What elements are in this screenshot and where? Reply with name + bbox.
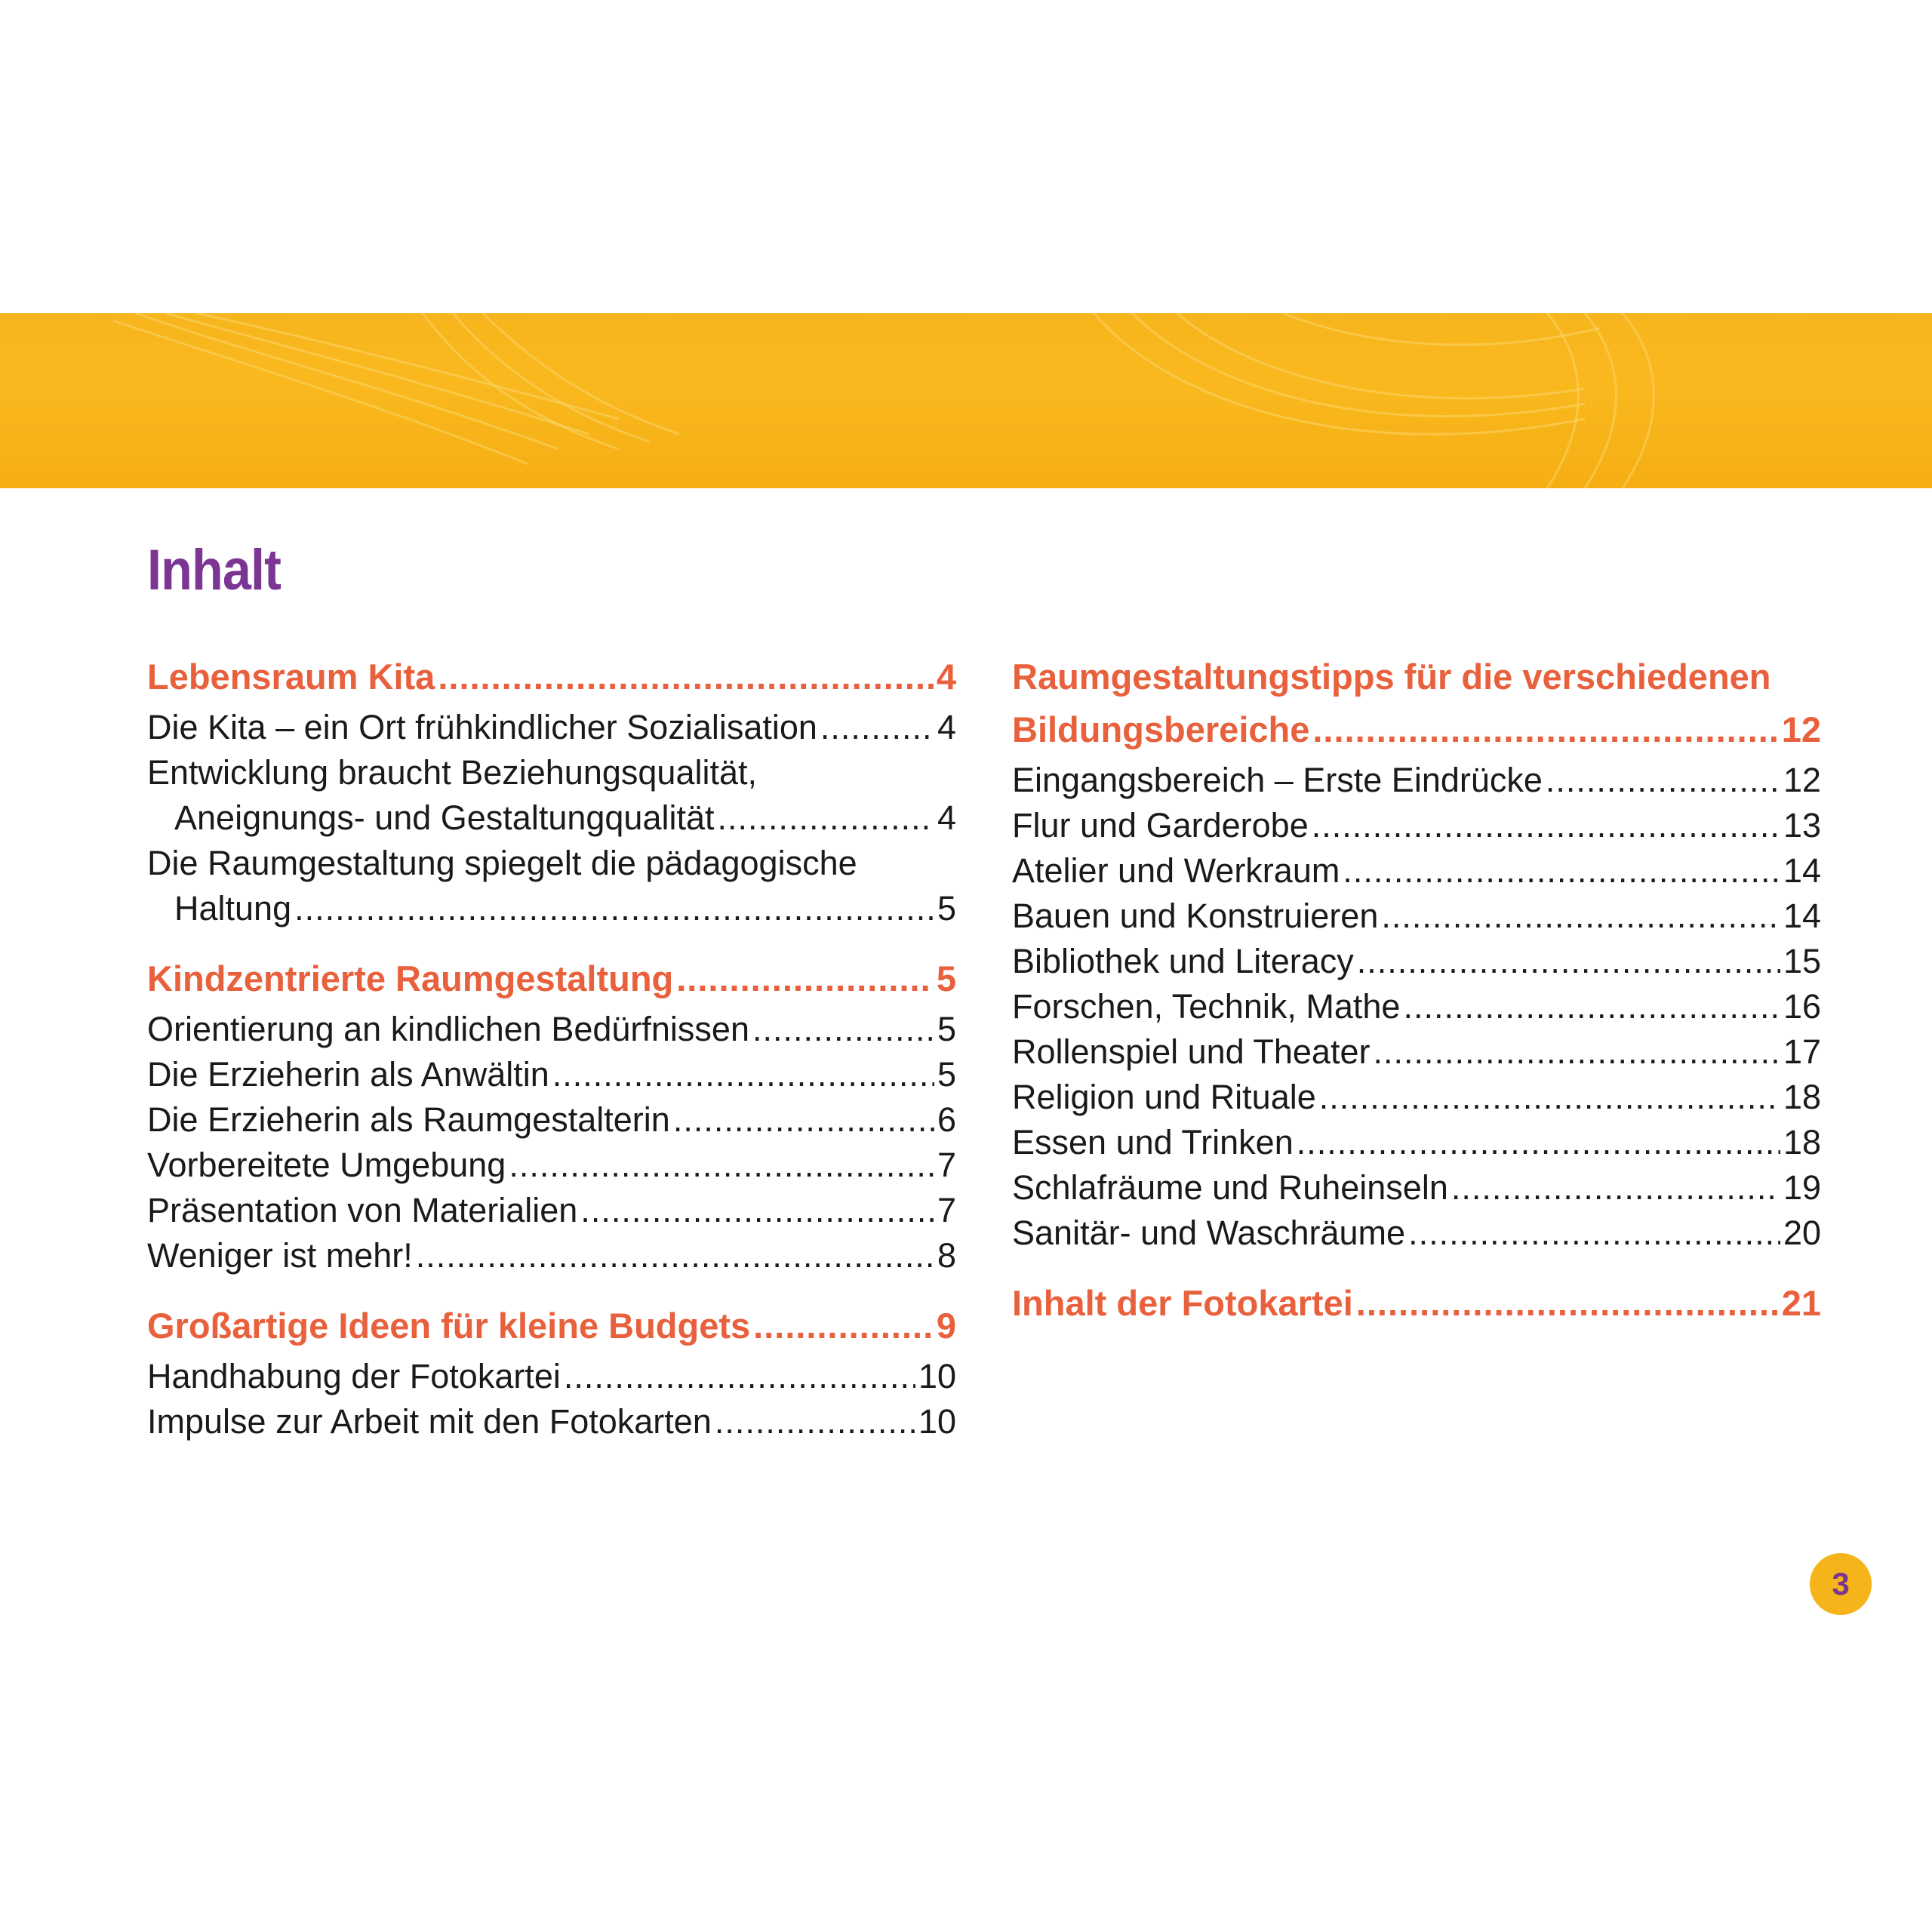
toc-page-number: 4 xyxy=(937,708,956,746)
toc-entry[interactable] xyxy=(147,1143,956,1188)
toc-leader-dots xyxy=(1297,1120,1780,1165)
toc-leader-dots xyxy=(416,1233,934,1278)
toc-entry-line: Entwicklung braucht Beziehungsqualität, xyxy=(147,753,758,792)
toc-entry[interactable] xyxy=(1012,758,1821,803)
toc-page-number: 12 xyxy=(1783,761,1821,799)
toc-page-number: 10 xyxy=(918,1402,956,1441)
toc-entry-text: Flur und Garderobe xyxy=(1012,806,1309,844)
toc-entry[interactable] xyxy=(1012,1165,1821,1211)
toc-page-number: 9 xyxy=(936,1306,956,1346)
toc-leader-dots xyxy=(564,1354,915,1399)
toc-page-number: 16 xyxy=(1783,987,1821,1026)
banner-swirl-pattern xyxy=(0,313,1932,488)
toc-entry-text: Die Erzieherin als Anwältin xyxy=(147,1055,549,1094)
toc-entry-text: Bibliothek und Literacy xyxy=(1012,942,1354,980)
toc-section-heading[interactable] xyxy=(147,952,956,1005)
toc-section-heading[interactable] xyxy=(1012,1277,1821,1330)
toc-leader-dots xyxy=(1451,1165,1780,1211)
toc-page-number: 18 xyxy=(1783,1078,1821,1116)
toc-entry[interactable] xyxy=(147,886,956,931)
toc-section xyxy=(1012,1277,1821,1330)
toc-entry[interactable] xyxy=(147,1354,956,1399)
toc-page-number: 14 xyxy=(1783,897,1821,935)
toc-leader-dots xyxy=(1343,848,1780,894)
toc-leader-dots xyxy=(580,1188,934,1233)
toc-entry[interactable] xyxy=(147,1399,956,1444)
toc-leader-dots xyxy=(676,952,934,1005)
toc-leader-dots xyxy=(1312,803,1780,848)
toc-page-number: 4 xyxy=(936,657,956,697)
toc-page-number: 12 xyxy=(1781,709,1821,749)
toc-entry[interactable] xyxy=(1012,1075,1821,1120)
toc-heading-text: Lebensraum Kita xyxy=(147,657,435,697)
page-title: Inhalt xyxy=(147,538,281,602)
toc-entry[interactable] xyxy=(147,1097,956,1143)
toc-leader-dots xyxy=(1357,939,1780,984)
toc-leader-dots xyxy=(294,886,934,931)
toc-entry[interactable] xyxy=(147,1188,956,1233)
toc-entry[interactable] xyxy=(1012,1029,1821,1075)
toc-section xyxy=(1012,651,1821,1256)
toc-entry-text: Die Kita – ein Ort frühkindlicher Sozialisation xyxy=(147,708,817,746)
toc-entry-text: Haltung xyxy=(174,889,292,928)
toc-entry-text: Sanitär- und Waschräume xyxy=(1012,1214,1406,1252)
toc-leader-dots xyxy=(820,705,934,750)
decorative-banner xyxy=(0,313,1932,488)
toc-leader-dots xyxy=(715,1399,915,1444)
toc-leader-dots xyxy=(509,1143,934,1188)
toc-section-heading[interactable] xyxy=(147,1300,956,1352)
toc-leader-dots xyxy=(1373,1029,1780,1075)
toc-leader-dots xyxy=(1408,1211,1780,1256)
toc-leader-dots xyxy=(1319,1075,1780,1120)
toc-entry-text: Religion und Rituale xyxy=(1012,1078,1316,1116)
toc-entry-text: Handhabung der Fotokartei xyxy=(147,1357,561,1395)
toc-entry[interactable] xyxy=(147,1233,956,1278)
toc-leader-dots xyxy=(718,795,934,841)
toc-entry[interactable] xyxy=(147,1052,956,1097)
toc-entry-text: Aneignungs- und Gestaltungqualität xyxy=(174,798,715,837)
toc-page-number: 20 xyxy=(1783,1214,1821,1252)
toc-entry[interactable] xyxy=(1012,848,1821,894)
toc-entry-text: Forschen, Technik, Mathe xyxy=(1012,987,1401,1026)
toc-section-heading[interactable] xyxy=(1012,703,1821,756)
toc-entry[interactable] xyxy=(1012,1120,1821,1165)
toc-entry-text: Orientierung an kindlichen Bedürfnissen xyxy=(147,1010,749,1048)
toc-heading-text: Kindzentrierte Raumgestaltung xyxy=(147,958,674,998)
toc-entry-text: Eingangsbereich – Erste Eindrücke xyxy=(1012,761,1543,799)
toc-heading-text: Inhalt der Fotokartei xyxy=(1012,1283,1353,1323)
toc-right-column xyxy=(1012,651,1821,1351)
toc-page-number: 17 xyxy=(1783,1032,1821,1071)
toc-page-number: 4 xyxy=(937,798,956,837)
toc-entry-text: Schlafräume und Ruheinseln xyxy=(1012,1168,1448,1207)
toc-page-number: 7 xyxy=(937,1146,956,1184)
toc-page-number: 8 xyxy=(937,1236,956,1275)
toc-entry-text: Die Erzieherin als Raumgestalterin xyxy=(147,1100,670,1139)
toc-entry[interactable] xyxy=(1012,939,1821,984)
page-number-badge: 3 xyxy=(1810,1553,1872,1615)
toc-entry-line: Die Raumgestaltung spiegelt die pädagogische xyxy=(147,844,857,882)
toc-heading-line: Raumgestaltungstipps für die verschiedenen xyxy=(1012,657,1771,697)
toc-leader-dots xyxy=(1356,1277,1779,1330)
toc-heading-text: Großartige Ideen für kleine Budgets xyxy=(147,1306,751,1346)
toc-page-number: 7 xyxy=(937,1191,956,1229)
toc-page-number: 5 xyxy=(937,1055,956,1094)
toc-entry[interactable] xyxy=(1012,1211,1821,1256)
toc-entry-text: Präsentation von Materialien xyxy=(147,1191,578,1229)
toc-page-number: 6 xyxy=(937,1100,956,1139)
toc-page-number: 14 xyxy=(1783,851,1821,890)
toc-entry-text: Bauen und Konstruieren xyxy=(1012,897,1379,935)
toc-page-number: 18 xyxy=(1783,1123,1821,1161)
toc-leader-dots xyxy=(552,1052,934,1097)
toc-leader-dots xyxy=(1381,894,1780,939)
toc-leader-dots xyxy=(753,1300,934,1352)
toc-page-number: 19 xyxy=(1783,1168,1821,1207)
toc-entry-text: Weniger ist mehr! xyxy=(147,1236,413,1275)
toc-leader-dots xyxy=(1312,703,1778,756)
toc-heading-text: Bildungsbereiche xyxy=(1012,709,1310,749)
toc-entry[interactable] xyxy=(147,1007,956,1052)
toc-leader-dots xyxy=(752,1007,934,1052)
toc-page-number: 5 xyxy=(937,1010,956,1048)
toc-page-number: 13 xyxy=(1783,806,1821,844)
toc-entry-text: Vorbereitete Umgebung xyxy=(147,1146,506,1184)
toc-entry-text: Rollenspiel und Theater xyxy=(1012,1032,1371,1071)
toc-entry[interactable] xyxy=(1012,803,1821,848)
toc-page-number: 5 xyxy=(936,958,956,998)
toc-leader-dots xyxy=(1546,758,1780,803)
toc-page-number: 5 xyxy=(937,889,956,928)
toc-section xyxy=(147,1300,956,1444)
toc-entry-text: Essen und Trinken xyxy=(1012,1123,1294,1161)
toc-left-column xyxy=(147,651,956,1466)
toc-page-number: 15 xyxy=(1783,942,1821,980)
toc-entry[interactable] xyxy=(147,795,956,841)
toc-entry[interactable] xyxy=(1012,894,1821,939)
toc-entry-text: Impulse zur Arbeit mit den Fotokarten xyxy=(147,1402,712,1441)
toc-entry[interactable] xyxy=(1012,984,1821,1029)
toc-section xyxy=(147,952,956,1278)
toc-leader-dots xyxy=(438,651,934,703)
toc-leader-dots xyxy=(673,1097,934,1143)
toc-section-heading[interactable] xyxy=(147,651,956,703)
toc-page-number: 21 xyxy=(1781,1283,1821,1323)
toc-entry-text: Atelier und Werkraum xyxy=(1012,851,1340,890)
toc-page-number: 10 xyxy=(918,1357,956,1395)
toc-leader-dots xyxy=(1403,984,1780,1029)
toc-section xyxy=(147,651,956,931)
toc-entry[interactable] xyxy=(147,705,956,750)
